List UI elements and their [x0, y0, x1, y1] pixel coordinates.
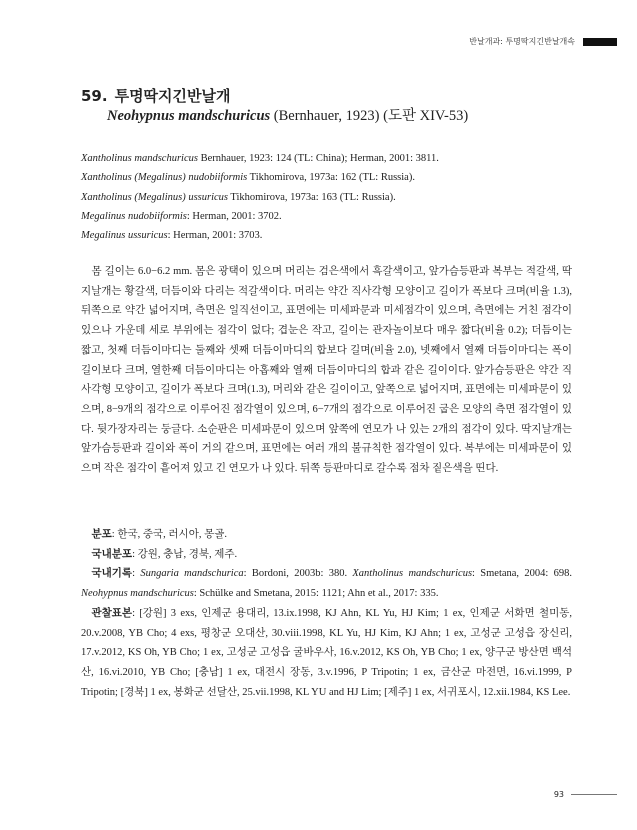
- running-header: [469, 36, 617, 47]
- synonym-name: Xantholinus (Megalinus) ussuricus: [81, 191, 228, 203]
- korea-records-line: [81, 564, 572, 603]
- record-taxon: Xantholinus mandschuricus: [352, 568, 473, 580]
- korea-distribution-label: 국내분포: [91, 548, 133, 560]
- synonym-list: [81, 149, 581, 245]
- species-description: 몸 길이는 6.0−6.2 mm. 몸은 광택이 있으며 머리는 검은색에서 흑갈색이고, 앞가슴등판과 복부는 적갈색, 딱지날개는 황갈색, 더듬이와 다리는 적갈색이다. 머리는 약간 직사각형 모양이고 길이가 폭보다 크며(비율 1.3), 뒤쪽으로 약간 넓어지며, 측면은 일직선이고, 표면에는 미세파문과 미세점각이 있으며, 측면에는 거친 점각이 있으나 가운데 세로 부위에는 점각이 없다; 겹눈은 작고, 길이는 관자놀이보다 매우 짧다(비율 0.2); 더듬이는 짧고, 첫째 더듬이마디는 둘째와 셋째 더듬이마디의 합보다 길며(비율 2.0), 넷째에서 열째 더듬이마디는 폭이 길이보다 크며, 열한째 더듬이마디는 아홉째와 열째 더듬이마디의 합과 같은 길이이다. 앞가슴등판은 약간 직사각형 모양이고, 길이가 폭보다 크며(1.3), 머리와 같은 길이이고, 앞쪽으로 넓어지며, 표면에는 미세파문이 있으며, 8−9개의 점각으로 이루어진 점각열이 있으며, 6−7개의 점각으로 이루어진 굽은 모양의 측면 점각열이 있다. 뒷가장자리는 둥글다. 소순판은 미세파문이 있으며 앞쪽에 연모가 나 있는 2개의 점각이 있다. 딱지날개는 앞가슴등판과 길이와 폭이 거의 같으며, 표면에는 여러 개의 불규칙한 점각열이 있다. 복부에는 미세파문이 있으며 작은 점각이 흩어져 있고 긴 연모가 나 있다. 뒤쪽 등판마디로 갈수록 점차 짙은색을 띤다.: [81, 266, 572, 475]
- distribution-text: : 한국, 중국, 러시아, 몽골.: [111, 529, 228, 540]
- korea-distribution-text: : 강원, 충남, 경북, 제주.: [132, 548, 238, 560]
- synonym-citation: : Herman, 2001: 3702.: [186, 210, 282, 222]
- specimens-text: : [강원] 3 exs, 인제군 용대리, 13.ix.1998, KJ Ahn, KL Yu, HJ Kim; 1 ex, 인제군 서화면 철미동, 20.v.2008, YB Cho; 4 exs, 평창군 오대산, 30.viii.1998, KL Yu, HJ Kim, KJ Ahn; 1 ex, 고성군 고성읍 장신리, 17.v.2012, KS Oh, YB Cho; 1 ex, 고성군 고성읍 굴바우사, 16.v.2012, KS Oh, YB Cho; 1 ex, 양구군 방산면 백석산, 16.vi.2010, YB Cho; [충남] 1 ex, 대전시 장동, 3.v.1996, P Tripotin; 1 ex, 금산군 마전면, 16.vi.1999, P Tripotin; [경북] 1 ex, 봉화군 선달산, 25.vii.1998, KL YU and HJ Lim; [제주] 1 ex, 서귀포시, 12.xii.1984, KS Lee.: [81, 607, 572, 698]
- species-korean-heading: [81, 86, 581, 106]
- korea-records-label: 국내기록: [91, 568, 133, 580]
- species-title: [81, 86, 581, 126]
- record-text: :: [132, 568, 141, 580]
- species-plate: (도판 XIV-53): [383, 108, 469, 124]
- synonym-entry: [81, 188, 581, 207]
- footer-rule: [571, 794, 617, 795]
- synonym-entry: [81, 149, 581, 168]
- korea-distribution-line: [81, 545, 572, 565]
- synonym-name: Megalinus ussuricus: [81, 230, 168, 242]
- species-author: (Bernhauer, 1923): [273, 108, 380, 124]
- header-bar: [583, 38, 617, 46]
- species-scientific-heading: [81, 106, 581, 126]
- species-scientific-name: Neohypnus mandschuricus: [107, 108, 271, 124]
- species-korean-name: 투명딱지긴반날개: [114, 87, 231, 105]
- specimens-label: 관찰표본: [91, 607, 133, 619]
- synonym-name: Xantholinus mandschuricus: [81, 153, 198, 164]
- synonym-entry: [81, 168, 581, 187]
- synonym-name: Megalinus nudobiiformis: [81, 210, 187, 222]
- synonym-name: Xantholinus (Megalinus) nudobiiformis: [81, 172, 248, 184]
- running-title: 반날개과: 투명딱지긴반날개속: [469, 37, 575, 46]
- synonym-entry: [81, 207, 581, 226]
- distribution-line: [81, 525, 572, 545]
- page-number: 93: [553, 790, 564, 799]
- record-text: : Schülke and Smetana, 2015: 1121; Ahn et al., 2017: 335.: [193, 588, 439, 600]
- record-taxon: Neohypnus mandschuricus: [81, 588, 194, 600]
- synonym-citation: : Herman, 2001: 3703.: [167, 230, 263, 242]
- distribution-label: 분포: [91, 529, 112, 540]
- record-text: : Smetana, 2004: 698.: [472, 568, 572, 580]
- synonym-citation: Tikhomirova, 1973a: 162 (TL: Russia).: [247, 172, 415, 184]
- synonym-entry: [81, 226, 581, 245]
- record-text: : Bordoni, 2003b: 380.: [243, 568, 353, 580]
- species-number: 59.: [81, 87, 108, 105]
- synonym-citation: Tikhomirova, 1973a: 163 (TL: Russia).: [228, 191, 396, 203]
- specimens-line: [81, 604, 572, 703]
- record-taxon: Sungaria mandschurica: [140, 568, 244, 580]
- species-info: [81, 525, 572, 702]
- synonym-citation: Bernhauer, 1923: 124 (TL: China); Herman, 2001: 3811.: [197, 153, 439, 164]
